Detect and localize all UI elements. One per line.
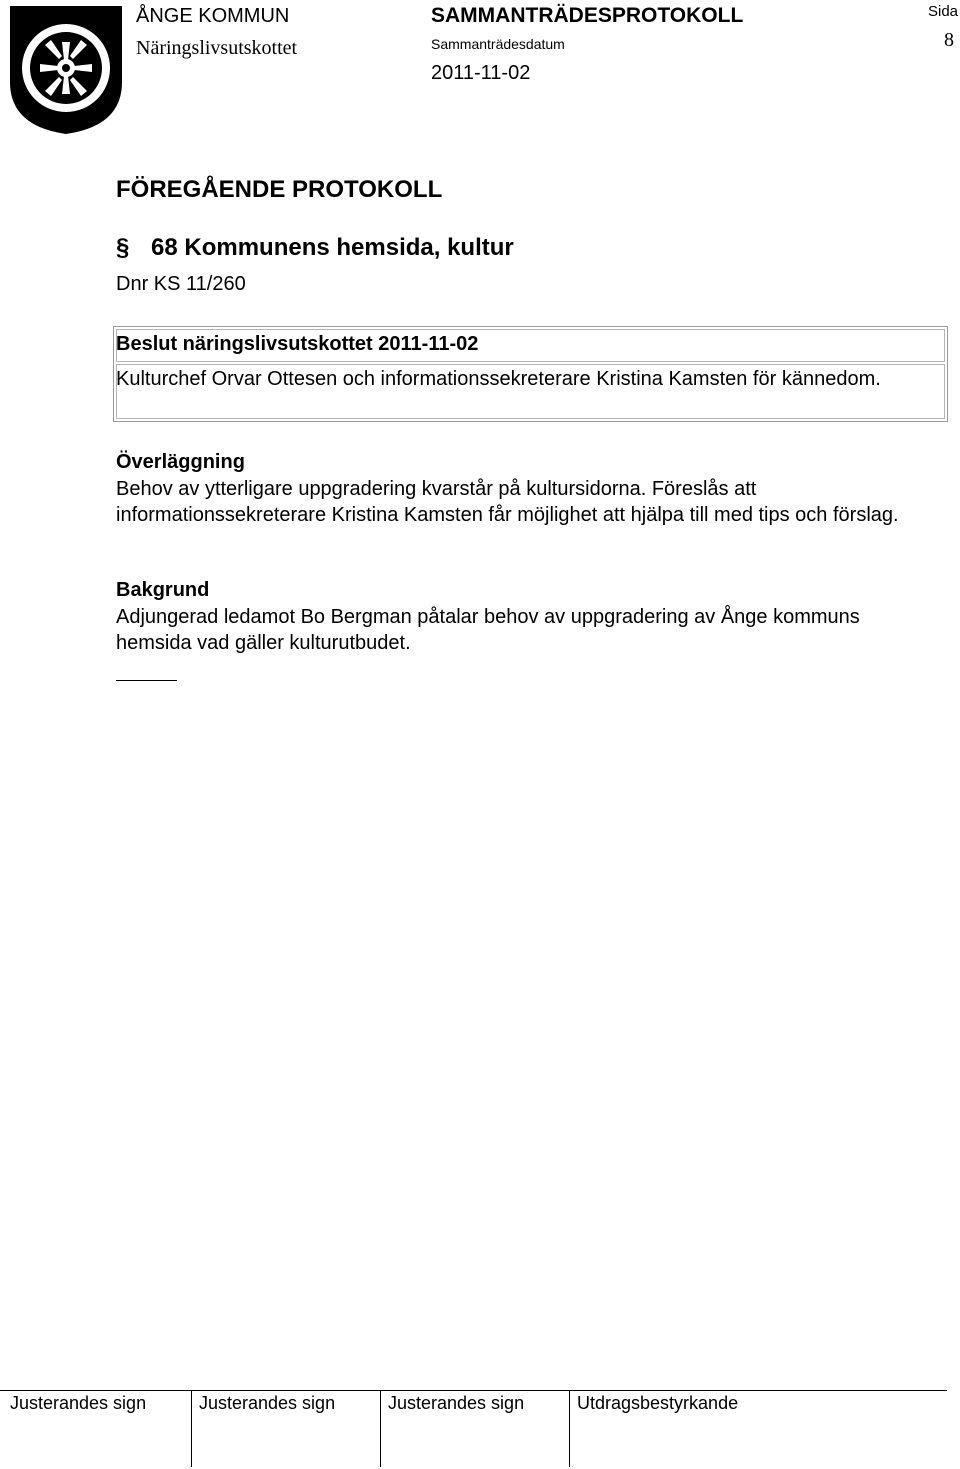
footer-rule <box>0 1390 947 1391</box>
municipal-logo <box>8 4 124 136</box>
meeting-date: 2011-11-02 <box>431 62 531 84</box>
footer-cell-extract-certification: Utdragsbestyrkande <box>577 1393 739 1413</box>
section-title: FÖREGÅENDE PROTOKOLL <box>116 176 443 203</box>
paragraph-sign: § <box>116 234 130 261</box>
background-heading: Bakgrund <box>116 579 210 601</box>
deliberation-heading: Överläggning <box>116 451 245 473</box>
footer-divider <box>191 1391 192 1467</box>
end-rule <box>116 680 177 681</box>
footer-cell-signature-1: Justerandes sign <box>10 1393 147 1413</box>
footer-cell-signature-3: Justerandes sign <box>388 1393 525 1413</box>
decision-text: Kulturchef Orvar Ottesen och informationssekreterare Kristina Kamsten för kännedom. <box>116 368 881 390</box>
page-number: 8 <box>944 29 954 51</box>
municipality-name: ÅNGE KOMMUN <box>136 5 290 27</box>
background-text: Adjungerad ledamot Bo Bergman påtalar behov av uppgradering av Ånge kommuns hemsida vad gäller kulturutbudet. <box>116 606 860 654</box>
page-label: Sida <box>928 3 959 20</box>
meeting-date-label: Sammanträdesdatum <box>431 36 565 52</box>
footer-cell-signature-2: Justerandes sign <box>199 1393 336 1413</box>
deliberation-text: Behov av ytterligare uppgradering kvarstår på kultursidorna. Föreslås att informationssekreterare Kristina Kamsten får möjlighet att hjälpa till med tips och förslag. <box>116 478 899 526</box>
document-type: SAMMANTRÄDESPROTOKOLL <box>431 4 744 27</box>
footer-divider <box>380 1391 381 1467</box>
wheel-emblem-icon <box>8 4 124 136</box>
item-heading <box>116 234 514 262</box>
footer-divider <box>569 1391 570 1467</box>
item-title: 68 Kommunens hemsida, kultur <box>151 234 514 261</box>
committee-name: Näringslivsutskottet <box>136 37 298 59</box>
case-number: Dnr KS 11/260 <box>116 273 246 295</box>
decision-title: Beslut näringslivsutskottet 2011-11-02 <box>116 333 479 355</box>
